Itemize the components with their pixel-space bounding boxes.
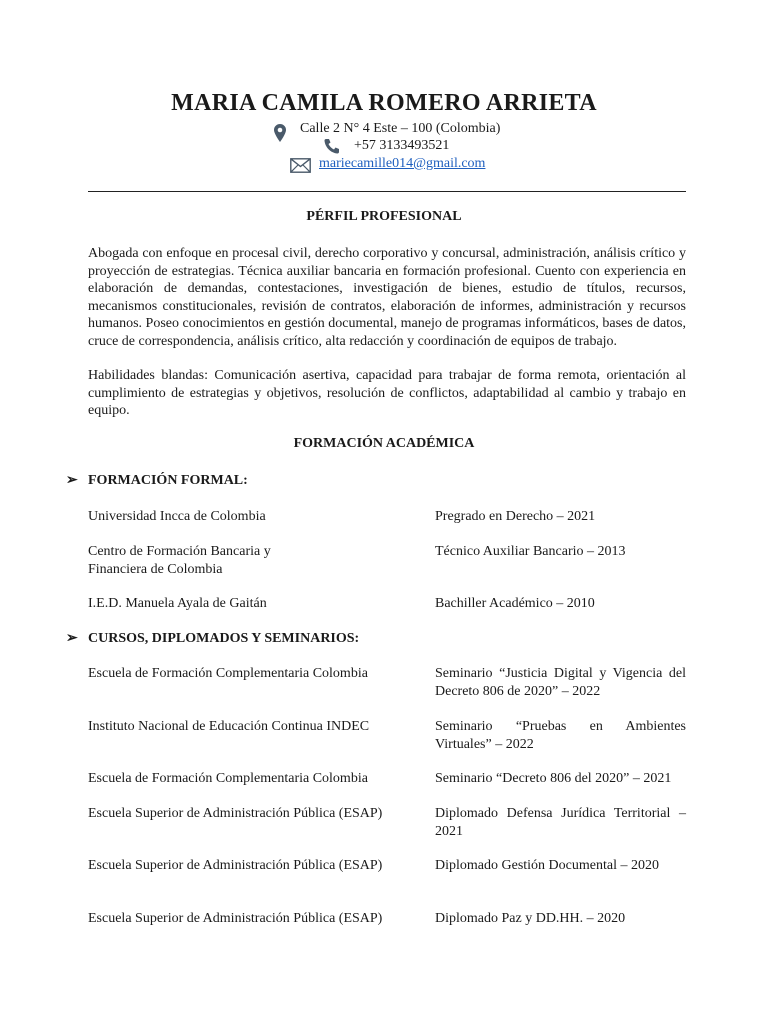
course-title: Diplomado Gestión Documental – 2020 bbox=[435, 858, 659, 873]
course-title: Seminario “Pruebas en Ambientes Virtuales” – 2022 bbox=[435, 719, 686, 752]
arrow-bullet-icon: ➢ bbox=[66, 473, 78, 488]
courses-heading bbox=[66, 630, 359, 647]
courses-heading-label: CURSOS, DIPLOMADOS Y SEMINARIOS: bbox=[88, 631, 360, 646]
formal-degree: Pregrado en Derecho – 2021 bbox=[435, 509, 596, 524]
formal-heading-label: FORMACIÓN FORMAL: bbox=[88, 473, 248, 488]
education-title: FORMACIÓN ACADÉMICA bbox=[293, 436, 475, 451]
course-title: Diplomado Defensa Jurídica Territorial – 2021 bbox=[435, 806, 686, 839]
formal-institution: Centro de Formación Bancaria y Financiera de Colombia bbox=[88, 544, 271, 577]
contact-phone: +57 3133493521 bbox=[354, 138, 450, 153]
course-institution: Escuela de Formación Complementaria Colombia bbox=[88, 666, 368, 681]
course-institution: Instituto Nacional de Educación Continua INDEC bbox=[88, 719, 370, 734]
email-link[interactable]: mariecamille014@gmail.com bbox=[319, 156, 486, 171]
course-institution: Escuela Superior de Administración Pública (ESAP) bbox=[88, 858, 383, 873]
candidate-name: MARIA CAMILA ROMERO ARRIETA bbox=[171, 90, 597, 116]
course-institution: Escuela de Formación Complementaria Colombia bbox=[88, 771, 368, 786]
course-title: Diplomado Paz y DD.HH. – 2020 bbox=[435, 911, 626, 926]
profile-title: PÉRFIL PROFESIONAL bbox=[306, 209, 462, 224]
formal-degree: Técnico Auxiliar Bancario – 2013 bbox=[435, 544, 626, 559]
formal-education-heading bbox=[66, 472, 248, 489]
soft-skills-paragraph: Habilidades blandas: Comunicación asertiva, capacidad para trabajar de forma remota, orientación al cumplimiento de estrategias y objetivos, resolución de conflictos, adaptabilidad al cambio y trabajo en equipo. bbox=[88, 368, 686, 418]
arrow-bullet-icon: ➢ bbox=[66, 631, 78, 646]
formal-degree: Bachiller Académico – 2010 bbox=[435, 596, 595, 611]
contact-email[interactable] bbox=[319, 156, 485, 172]
location-pin-icon bbox=[274, 124, 286, 142]
header-divider bbox=[88, 191, 686, 192]
course-institution: Escuela Superior de Administración Pública (ESAP) bbox=[88, 806, 383, 821]
profile-paragraph: Abogada con enfoque en procesal civil, derecho corporativo y concursal, administración, análisis crítico y proyección de estrategias. Técnica auxiliar bancaria en formación profesional. Cuento con experiencia en elaboración de demandas, contestaciones, investigación de bienes, estudio de títulos, recursos, mecanismos constitucionales, revisión de contratos, elaboración de informes, administración y recursos humanos. Poseo conocimientos en gestión documental, manejo de programas informáticos, bases de datos, cruce de correspondencia, análisis crítico, alta redacción y coordinación de equipos de trabajo. bbox=[88, 246, 686, 349]
course-title: Seminario “Decreto 806 del 2020” – 2021 bbox=[435, 771, 672, 786]
contact-address: Calle 2 N° 4 Este – 100 (Colombia) bbox=[300, 121, 501, 136]
formal-institution: Universidad Incca de Colombia bbox=[88, 509, 266, 524]
phone-icon bbox=[323, 138, 341, 154]
formal-institution: I.E.D. Manuela Ayala de Gaitán bbox=[88, 596, 267, 611]
course-title: Seminario “Justicia Digital y Vigencia del Decreto 806 de 2020” – 2022 bbox=[435, 666, 686, 699]
email-icon bbox=[290, 158, 311, 173]
course-institution: Escuela Superior de Administración Pública (ESAP) bbox=[88, 911, 383, 926]
